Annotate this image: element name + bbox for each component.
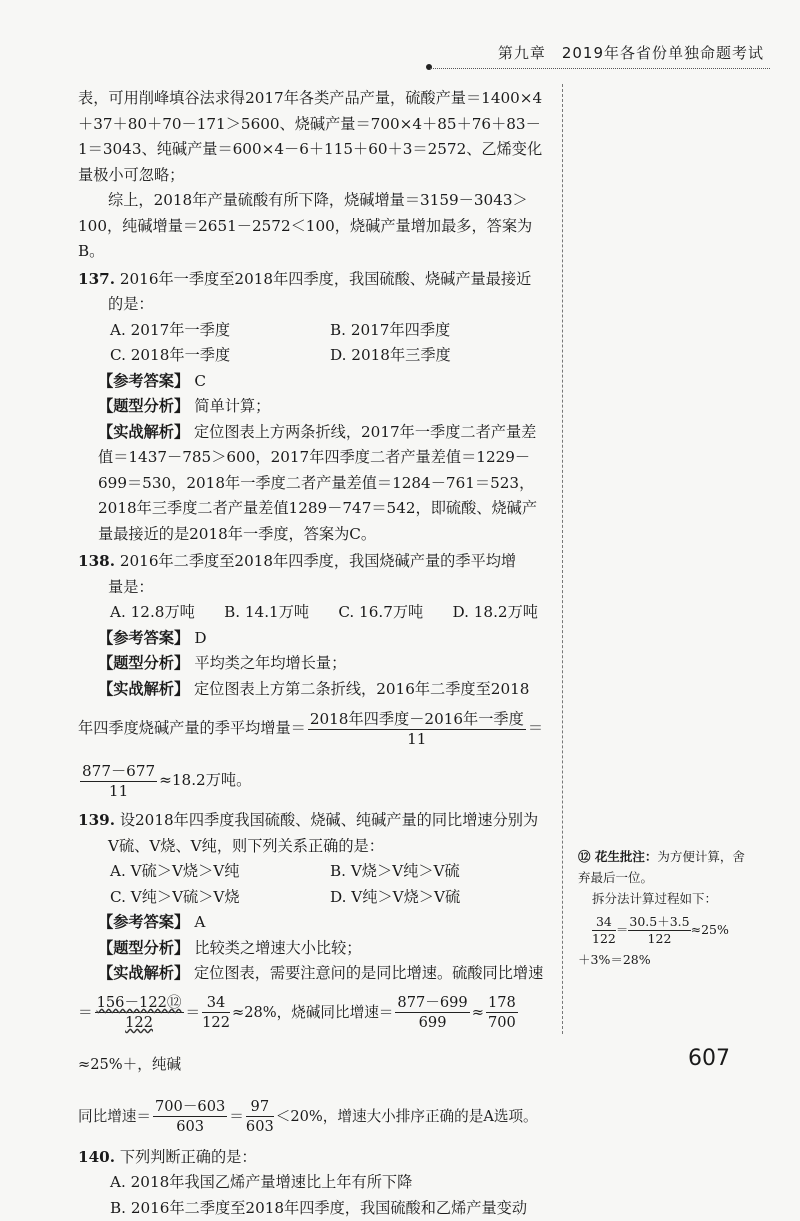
fraction [202, 993, 230, 1032]
option-b: B. V烧＞V纯＞V硫 [330, 859, 550, 885]
question-stem-cont: 的是： [78, 292, 550, 318]
numerator: 877－699 [395, 993, 469, 1013]
options [78, 600, 550, 626]
main-column [78, 86, 550, 1221]
option-a: A. V硫＞V烧＞V纯 [110, 859, 330, 885]
note-line: 拆分法计算过程如下： [578, 888, 756, 909]
result: ≈18.2万吨。 [159, 771, 251, 789]
answer-label: 【参考答案】 [98, 629, 189, 647]
analysis-label: 【实战解析】 [98, 964, 189, 982]
denominator: 699 [395, 1013, 469, 1032]
question-stem: 2016年二季度至2018年四季度，我国烧碱产量的季平均增 [120, 552, 516, 570]
analysis-text: 定位图表上方两条折线，2017年一季度二者产量差值＝1437－785＞600，2017年四季度二者产量差值＝1229－699＝530，2018年一季度二者产量差值＝1284－761＝523，2018年三季度二者产量差值1289－747＝542，即硫酸、烧碱产量最接近的是2018年一季度，答案为C。 [98, 423, 537, 543]
question-140 [78, 1145, 550, 1221]
answer-value: D [194, 629, 206, 647]
fraction [628, 914, 690, 947]
intro-paragraph-2: 综上，2018年产量硫酸有所下降，烧碱增量＝3159－3043＞100，纯碱增量＝2651－2572＜100，烧碱产量增加最多，答案为B。 [78, 188, 550, 265]
question-stem: 下列判断正确的是： [120, 1148, 257, 1166]
numerator: 34 [202, 993, 230, 1013]
answer-label: 【参考答案】 [98, 913, 189, 931]
option-c: C. V纯＞V硫＞V烧 [110, 885, 330, 911]
fraction [486, 993, 518, 1032]
question-139: 139. 设2018年四季度我国硫酸、烧碱、纯碱产量的同比增速分别为 V硫、V烧、V纯，则下列关系正确的是： A. V硫＞V烧＞V纯 B. V烧＞V纯＞V硫 C. V纯＞V硫＞V烧 D. V纯＞V烧＞V硫 【参考答案】 A 【题型分析】 比较类之增速大小比较； 【实战解析】 定位图表，需要注意问的是同比增速。硫酸同比增速 ＝ $\frac{\text{156－122⑫}}{122}$ ＝ $\frac{34}{122}$ ≈28%，烧碱同比增速＝ $\frac{877-699}{699}$ ≈ $\frac{178}{700}$ ≈25%＋，纯碱 同比增速＝ $\frac{700-603}{603}$ ＝ $\frac{97}{603}$ ＜20%，增速大小排序正确的是A选项。 [78, 808, 550, 1143]
denominator: 11 [308, 730, 526, 749]
numerator: 97 [246, 1097, 274, 1117]
option-d: D. 2018年三季度 [330, 343, 550, 369]
type-label: 【题型分析】 [98, 939, 189, 957]
numerator: 30.5＋3.5 [628, 914, 690, 931]
denominator: 700 [486, 1013, 518, 1032]
question-number: 140. [78, 1148, 115, 1166]
answer-label: 【参考答案】 [98, 372, 189, 390]
options [78, 859, 550, 910]
page-header [70, 34, 770, 74]
denominator: 122 [95, 1013, 184, 1032]
header-rule [430, 68, 770, 69]
option-d: D. V纯＞V烧＞V硫 [330, 885, 550, 911]
header-dot [426, 64, 432, 70]
question-138 [78, 549, 550, 806]
option-b: B. 2017年四季度 [330, 318, 550, 344]
fraction [80, 762, 157, 801]
denominator: 603 [246, 1117, 274, 1136]
note-text: 为方便计算，舍弃最后一位。 [578, 849, 745, 885]
analysis-text: ＜20%，增速大小排序正确的是A选项。 [276, 1108, 538, 1125]
approx-value: ≈25% [691, 922, 729, 937]
question-number: 138. [78, 552, 115, 570]
analysis-text: 定位图表，需要注意问的是同比增速。硫酸同比增速 [194, 964, 543, 982]
fraction [308, 710, 526, 749]
denominator: 603 [153, 1117, 227, 1136]
option-a: A. 2017年一季度 [110, 318, 330, 344]
fraction [592, 914, 616, 947]
answer-value: C [194, 372, 206, 390]
option-c: C. 16.7万吨 [338, 600, 423, 626]
question-stem: 设2018年四季度我国硫酸、烧碱、纯碱产量的同比增速分别为 [120, 811, 538, 829]
equals: ＝ [78, 1004, 93, 1021]
note-label: ⑫ 花生批注： [578, 849, 657, 864]
analysis-text: 定位图表上方第二条折线，2016年二季度至2018 [194, 680, 530, 698]
analysis-label: 【实战解析】 [98, 423, 189, 441]
analysis-text: ≈28%，烧碱同比增速＝ [232, 1004, 393, 1021]
option-a: A. 12.8万吨 [110, 600, 195, 626]
equals: ＝ [528, 719, 543, 737]
type-value: 平均类之年均增长量； [194, 654, 346, 672]
numerator: 178 [486, 993, 518, 1013]
denominator: 122 [592, 931, 616, 947]
page-number: 607 [688, 1046, 730, 1071]
denominator: 122 [628, 931, 690, 947]
denominator: 11 [80, 782, 157, 801]
chapter-title: 第九章 2019年各省份单独命题考试 [498, 42, 764, 63]
numerator: 34 [592, 914, 616, 931]
fraction [95, 993, 184, 1032]
numerator: 877－677 [80, 762, 157, 782]
numerator: 2018年四季度－2016年一季度 [308, 710, 526, 730]
type-value: 比较类之增速大小比较； [194, 939, 361, 957]
analysis-label: 【实战解析】 [98, 680, 189, 698]
note-result: ＋3%＝28% [578, 949, 756, 970]
options [78, 318, 550, 369]
option-d: D. 18.2万吨 [452, 600, 537, 626]
question-137 [78, 267, 550, 548]
type-label: 【题型分析】 [98, 654, 189, 672]
question-number: 137. [78, 270, 115, 288]
column-divider [562, 84, 563, 1034]
equals: ＝ [616, 922, 629, 937]
question-stem-cont: 量是： [78, 575, 550, 601]
fraction [153, 1097, 227, 1136]
option-c: C. 2018年一季度 [110, 343, 330, 369]
numerator: 700－603 [153, 1097, 227, 1117]
type-label: 【题型分析】 [98, 397, 189, 415]
answer-value: A [194, 913, 205, 931]
analysis-text-cont: 年四季度烧碱产量的季平均增量＝ [78, 719, 306, 737]
question-stem-cont: V硫、V烧、V纯，则下列关系正确的是： [78, 834, 550, 860]
intro-paragraph-1: 表，可用削峰填谷法求得2017年各类产品产量，硫酸产量＝1400×4＋37＋80＋70－171＞5600、烧碱产量＝700×4＋85＋76＋83－1＝3043、纯碱产量＝600×4－6＋115＋60＋3＝2572、乙烯变化量极小可忽略； [78, 86, 550, 188]
analysis-text: ≈25%＋，纯碱 [78, 1056, 181, 1073]
fraction [246, 1097, 274, 1136]
analysis-text: ≈ [472, 1004, 484, 1021]
option-a: A. 2018年我国乙烯产量增速比上年有所下降 [78, 1170, 550, 1196]
option-b: B. 14.1万吨 [224, 600, 309, 626]
side-note [578, 846, 756, 970]
analysis-text: 同比增速＝ [78, 1108, 151, 1125]
denominator: 122 [202, 1013, 230, 1032]
numerator: 156－122⑫ [95, 993, 184, 1013]
type-value: 简单计算； [194, 397, 270, 415]
fraction [395, 993, 469, 1032]
question-stem: 2016年一季度至2018年四季度，我国硫酸、烧碱产量最接近 [120, 270, 531, 288]
question-number: 139. [78, 811, 115, 829]
option-b: B. 2016年二季度至2018年四季度，我国硫酸和乙烯产量变动 [78, 1196, 550, 1221]
